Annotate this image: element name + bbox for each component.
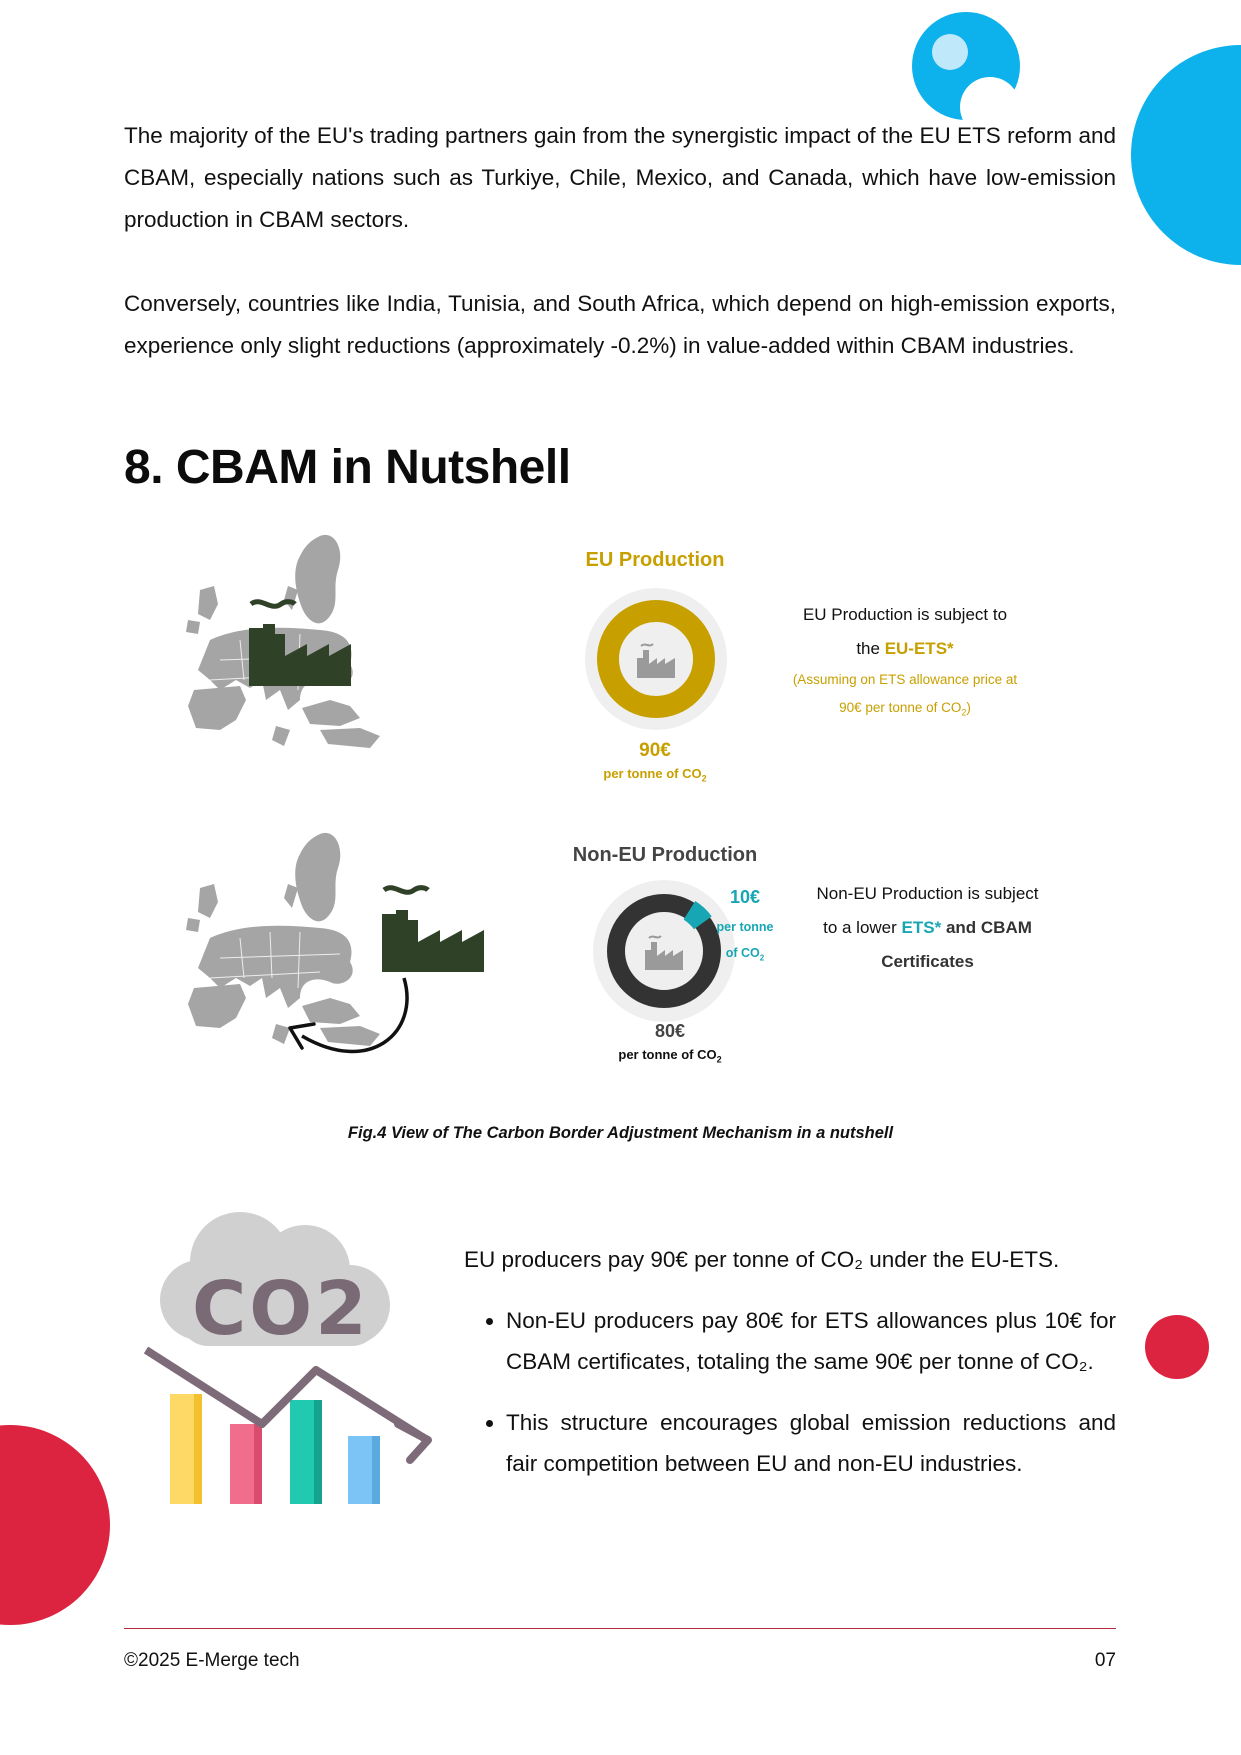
eu-price-unit: per tonne of $CO_2$ [603,766,707,784]
list-item: • This structure encourages global emission reductions and fair competition between EU and non-EU industries. [506,1402,1116,1484]
paragraph-high-emission-exports: Conversely, countries like India, Tunisia, and South Africa, which depend on high-emission exports, experience only slight reductions (approximately -0.2%) in value-added within CBAM industries. [124,291,1116,358]
eu-description [760,598,1050,666]
page-number: 07 [1094,1650,1116,1671]
summary-text [464,1239,1116,1504]
paragraph-trading-partners: The majority of the EU's trading partners gain from the synergistic impact of the EU ETS reform and CBAM, especially nations such as Turkiye, Chile, Mexico, and Canada, which have low-emission production in CBAM sectors. [124,123,1116,232]
red-half-circle-left [0,1425,110,1625]
factory-icon-non-eu [378,884,488,976]
footer-divider [124,1628,1116,1629]
factory-icon-eu [245,598,355,690]
section-heading: 8. CBAM in Nutshell [124,441,571,494]
eu-price: 90€ [639,740,671,761]
ets-price-unit-non-eu: per tonne of $CO_2$ [618,1047,722,1065]
non-eu-production-title: Non-EU Production [572,844,758,866]
figure-caption: Fig.4 View of The Carbon Border Adjustment Mechanism in a nutshell [347,1124,894,1142]
summary-bullet-list [464,1300,1116,1484]
footer-copyright: ©2025 E-Merge tech [124,1650,300,1671]
cbam-price-unit: per tonne of $CO_2$ [716,920,774,963]
cbam-price: 10€ [729,887,761,907]
eu-desc-line1: EU Production is subject to [802,605,1008,624]
light-blue-dot [932,34,968,70]
blue-half-circle-right [1131,45,1241,265]
eu-production-title: EU Production [585,549,725,571]
non-eu-description: Non-EU Production is subject to a lower ETS* and CBAM Certificates [816,884,1039,971]
eu-desc-line2: the EU-ETS* [856,639,954,658]
import-arrow-icon [280,972,420,1072]
co2-reduction-icon [140,1210,440,1510]
eu-assumption-note: (Assuming on ETS allowance price at 90€ per tonne of $CO_2$) [792,672,1018,718]
list-item: • Non-EU producers pay 80€ for ETS allowances plus 10€ for CBAM certificates, totaling the same 90€ per tonne of CO₂. [506,1300,1116,1382]
red-circle-right [1145,1315,1209,1379]
summary-intro: EU producers pay 90€ per tonne of CO₂ under the EU-ETS. [464,1247,1060,1272]
ets-price-non-eu: 80€ [654,1021,686,1041]
co2-label: CO2 [192,1266,370,1352]
eu-price-donut [585,588,727,730]
